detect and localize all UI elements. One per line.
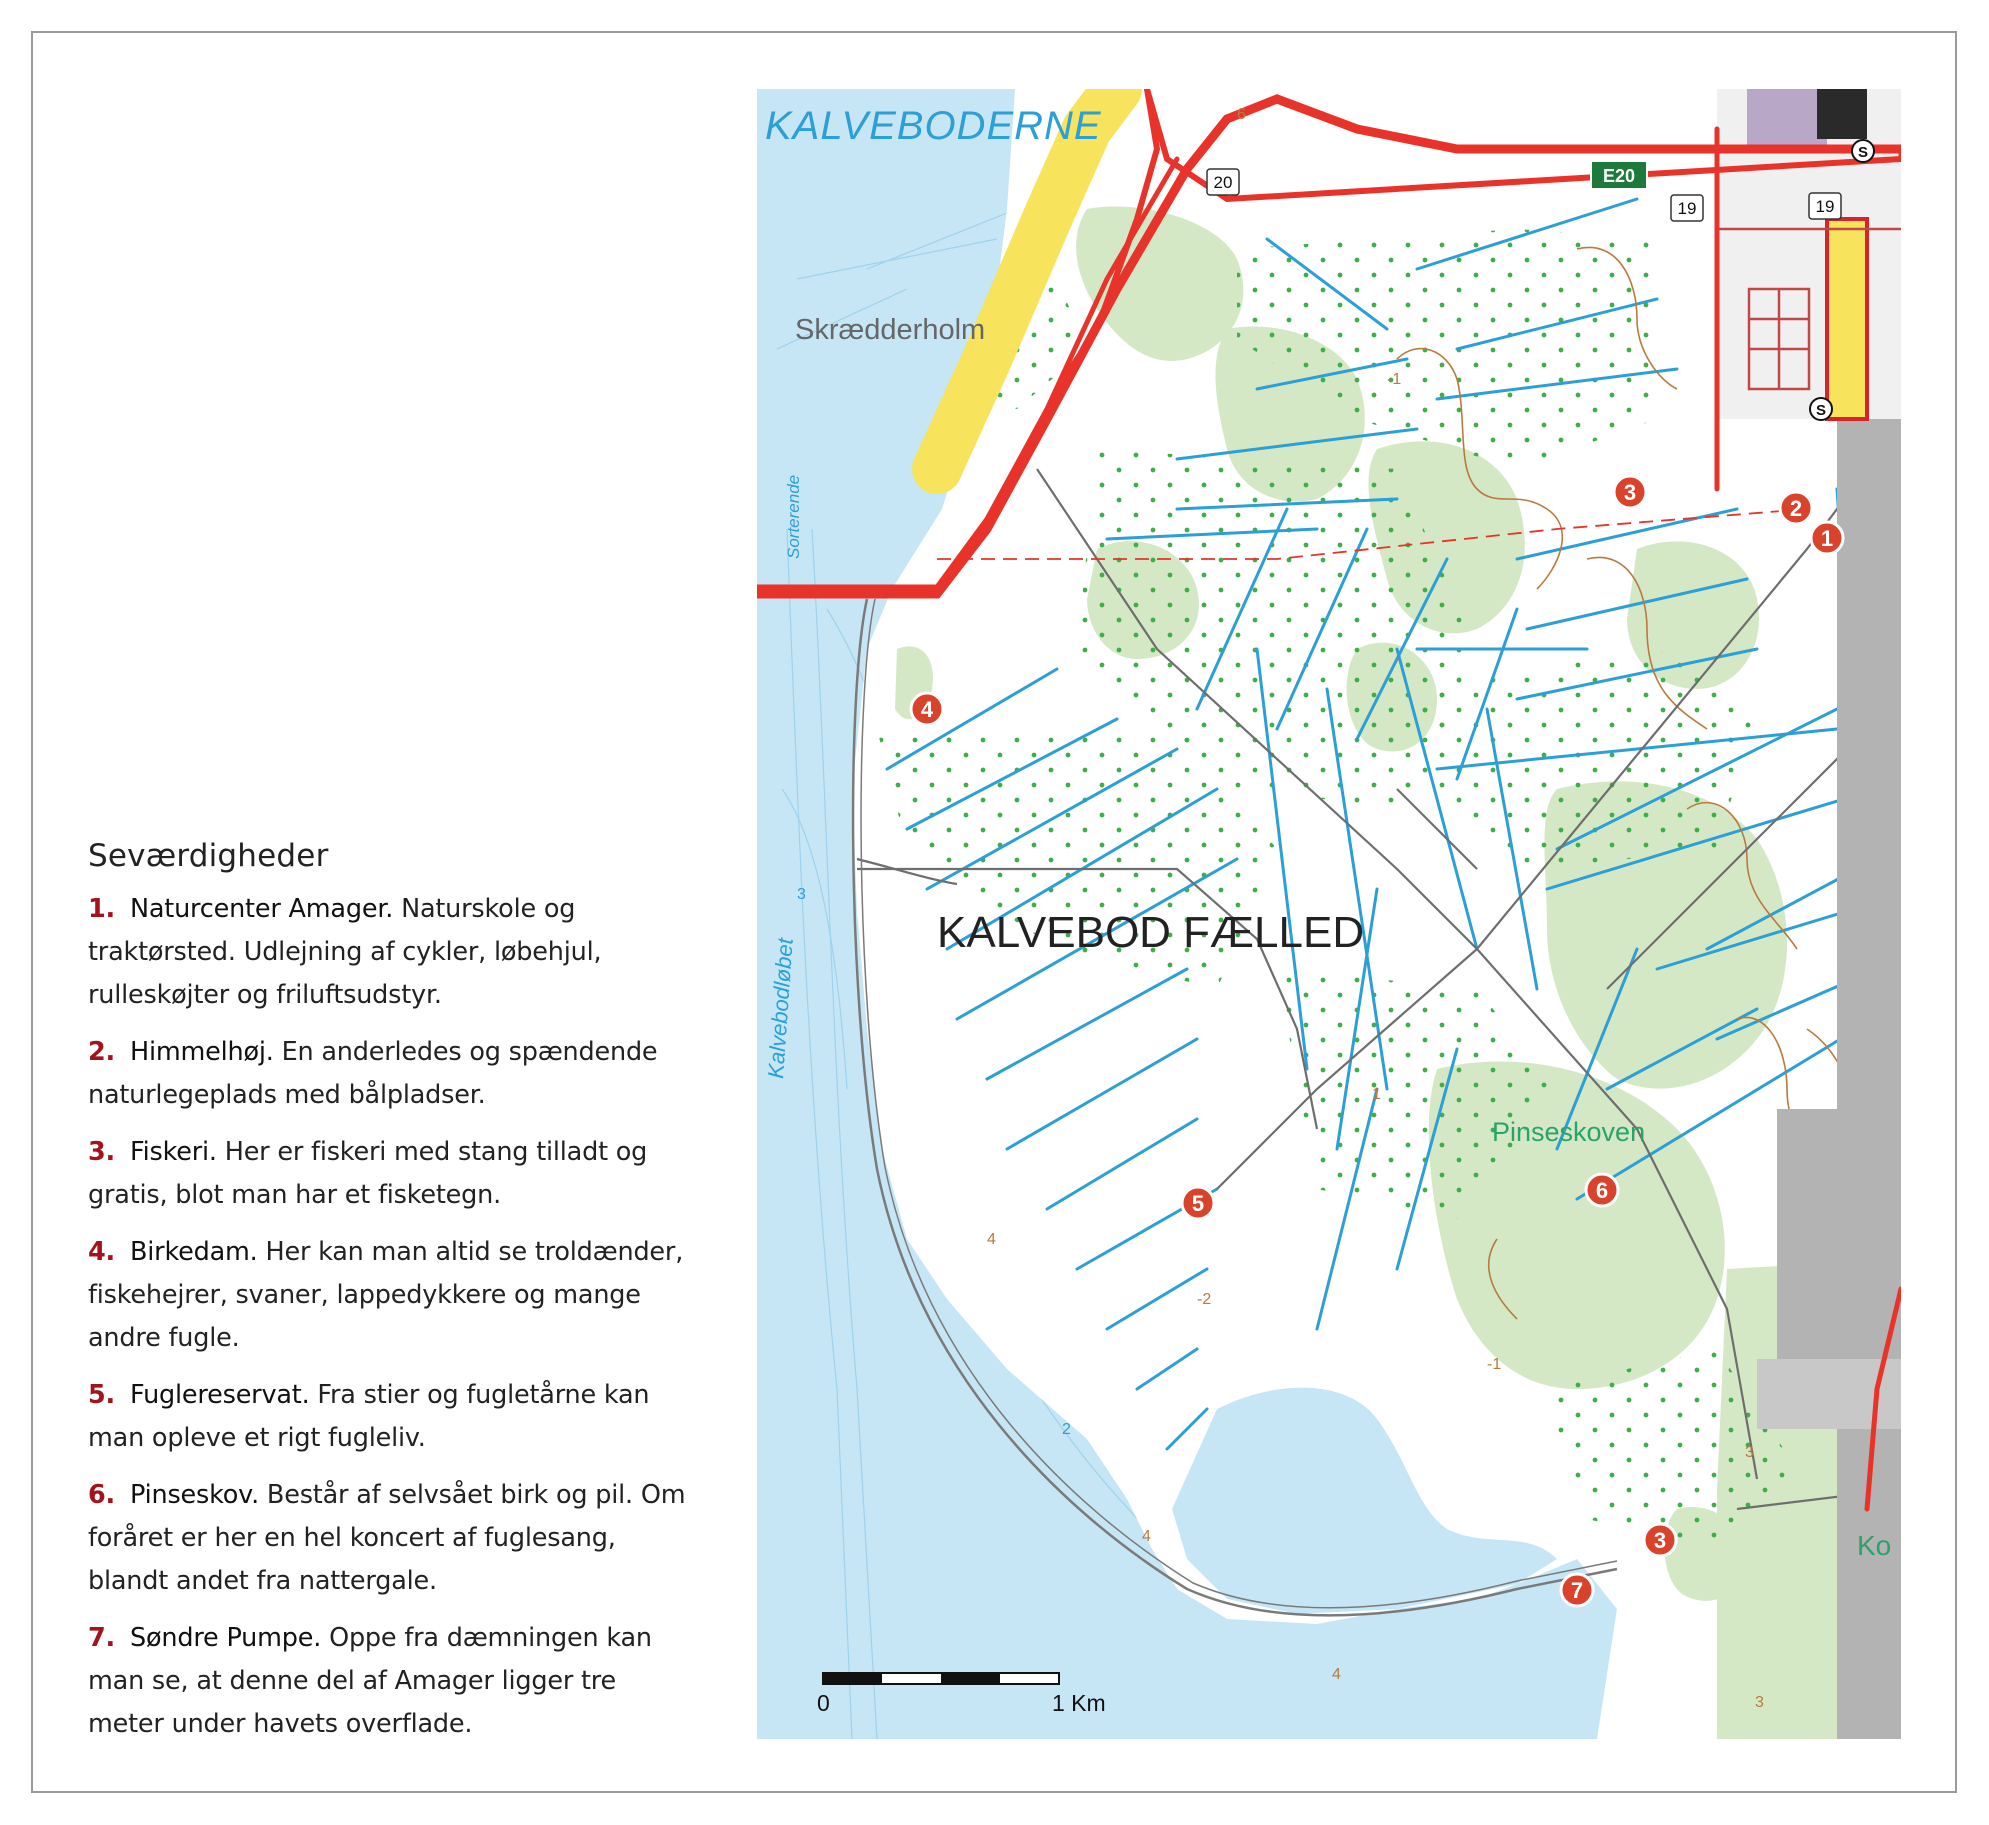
legend-number: 4. <box>88 1237 116 1267</box>
road-shield-e20-label: E20 <box>1602 166 1636 186</box>
poi-marker-label: 4 <box>920 697 934 722</box>
city-blocks <box>1717 89 1901 419</box>
label-sorterende: Sorterende <box>784 474 803 559</box>
height-3c: 3 <box>1755 1694 1764 1711</box>
poi-marker-label: 2 <box>1789 496 1803 521</box>
label-skraedderholm: Skrædderholm <box>795 314 986 346</box>
label-kalvebodlobet: Kalvebodløbet <box>763 937 798 1080</box>
road-shield-19b <box>1809 193 1841 219</box>
legend-item-text: Her er fiskeri med stang tilladt og gratis, blot man har et fisketegn. <box>88 1137 648 1210</box>
depth-3: 3 <box>797 886 806 903</box>
legend-number: 3. <box>88 1137 116 1167</box>
poi-marker-5[interactable] <box>1182 1187 1214 1219</box>
station-icon <box>1852 140 1874 162</box>
legend-item-text: En anderledes og spændende naturlegeplads med bålpladser. <box>88 1037 658 1110</box>
poi-marker-label: 3 <box>1623 480 1637 505</box>
legend-item-text: Naturskole og traktørsted. Udlejning af cykler, løbehjul, rulleskøjter og friluftsudstyr. <box>88 894 602 1010</box>
station-icon-label: S <box>1857 144 1869 161</box>
road-shield-20-label: 20 <box>1213 173 1233 192</box>
scale-end: 1 Km <box>1052 1690 1106 1716</box>
station-icon-label: S <box>1815 402 1827 419</box>
depth-4b: 4 <box>1142 1528 1151 1545</box>
poi-marker-7[interactable] <box>1561 1574 1593 1606</box>
poi-marker-6[interactable] <box>1586 1174 1618 1206</box>
depth-4a: 4 <box>987 1231 996 1248</box>
legend-number: 7. <box>88 1623 116 1653</box>
legend-number: 5. <box>88 1380 116 1410</box>
road-shield-19a-label: 19 <box>1677 199 1697 218</box>
scale-start: 0 <box>817 1690 830 1716</box>
legend-item-5 <box>88 1374 688 1460</box>
label-kalvebod-faelled: KALVEBOD FÆLLED <box>937 908 1365 957</box>
station-icon <box>1810 398 1832 420</box>
poi-marker-label: 7 <box>1570 1578 1584 1603</box>
legend-item-name: Naturcenter Amager. <box>130 894 394 924</box>
label-kor: Ko <box>1857 1530 1892 1561</box>
legend-item-name: Birkedam. <box>130 1237 258 1267</box>
map[interactable] <box>757 89 1901 1739</box>
depth-2: 2 <box>1062 1421 1071 1438</box>
legend-item-2 <box>88 1031 688 1117</box>
legend-item-name: Pinseskov. <box>130 1480 259 1510</box>
legend-item-text: Består af selvsået birk og pil. Om foråret er her en hel koncert af fuglesang, blandt andet fra nattergale. <box>88 1480 686 1596</box>
road-shield-20 <box>1207 169 1239 195</box>
legend-number: 1. <box>88 894 116 924</box>
height-1: 1 <box>1372 1086 1381 1103</box>
height-minus1b: -1 <box>1487 1356 1502 1373</box>
road-shield-e20 <box>1591 161 1647 189</box>
poi-marker-2[interactable] <box>1780 492 1812 524</box>
label-kalveboderne: KALVEBODERNE <box>765 104 1102 148</box>
legend-number: 2. <box>88 1037 116 1067</box>
legend-item-name: Søndre Pumpe. <box>130 1623 322 1653</box>
legend-panel <box>88 838 688 1760</box>
legend-item-text: Her kan man altid se troldænder, fiskehejrer, svaner, lappedykkere og mange andre fugle. <box>88 1237 684 1353</box>
road-shield-19b-label: 19 <box>1815 197 1835 216</box>
depth-6: 6 <box>1237 106 1246 123</box>
legend-item-3 <box>88 1131 688 1217</box>
legend-item-name: Fuglereservat. <box>130 1380 310 1410</box>
legend-item-6 <box>88 1474 688 1603</box>
poi-marker-label: 3 <box>1653 1528 1667 1553</box>
legend-item-name: Fiskeri. <box>130 1137 217 1167</box>
poi-marker-label: 5 <box>1191 1191 1205 1216</box>
legend-item-name: Himmelhøj. <box>130 1037 274 1067</box>
height-minus1a: -1 <box>1387 371 1402 388</box>
legend-item-text: Oppe fra dæmningen kan man se, at denne del af Amager ligger tre meter under havets overflade. <box>88 1623 652 1739</box>
legend-item-text: Fra stier og fugletårne kan man opleve et rigt fugleliv. <box>88 1380 650 1453</box>
legend-item-7 <box>88 1617 688 1746</box>
legend-heading: Seværdigheder <box>88 838 329 874</box>
poi-marker-label: 6 <box>1595 1178 1609 1203</box>
legend-number: 6. <box>88 1480 116 1510</box>
poi-marker-4[interactable] <box>911 693 943 725</box>
poi-marker-label: 1 <box>1820 526 1834 551</box>
road-shield-19a <box>1671 195 1703 221</box>
height-minus2: -2 <box>1197 1291 1212 1308</box>
poi-marker-3b[interactable] <box>1644 1524 1676 1556</box>
height-3b: 3 <box>1745 1444 1754 1461</box>
poi-marker-3a[interactable] <box>1614 476 1646 508</box>
label-pinseskoven: Pinseskoven <box>1492 1117 1646 1147</box>
depth-4c: 4 <box>1332 1666 1341 1683</box>
legend-item-1 <box>88 888 688 1017</box>
poi-marker-1[interactable] <box>1811 522 1843 554</box>
legend-item-4 <box>88 1231 688 1360</box>
